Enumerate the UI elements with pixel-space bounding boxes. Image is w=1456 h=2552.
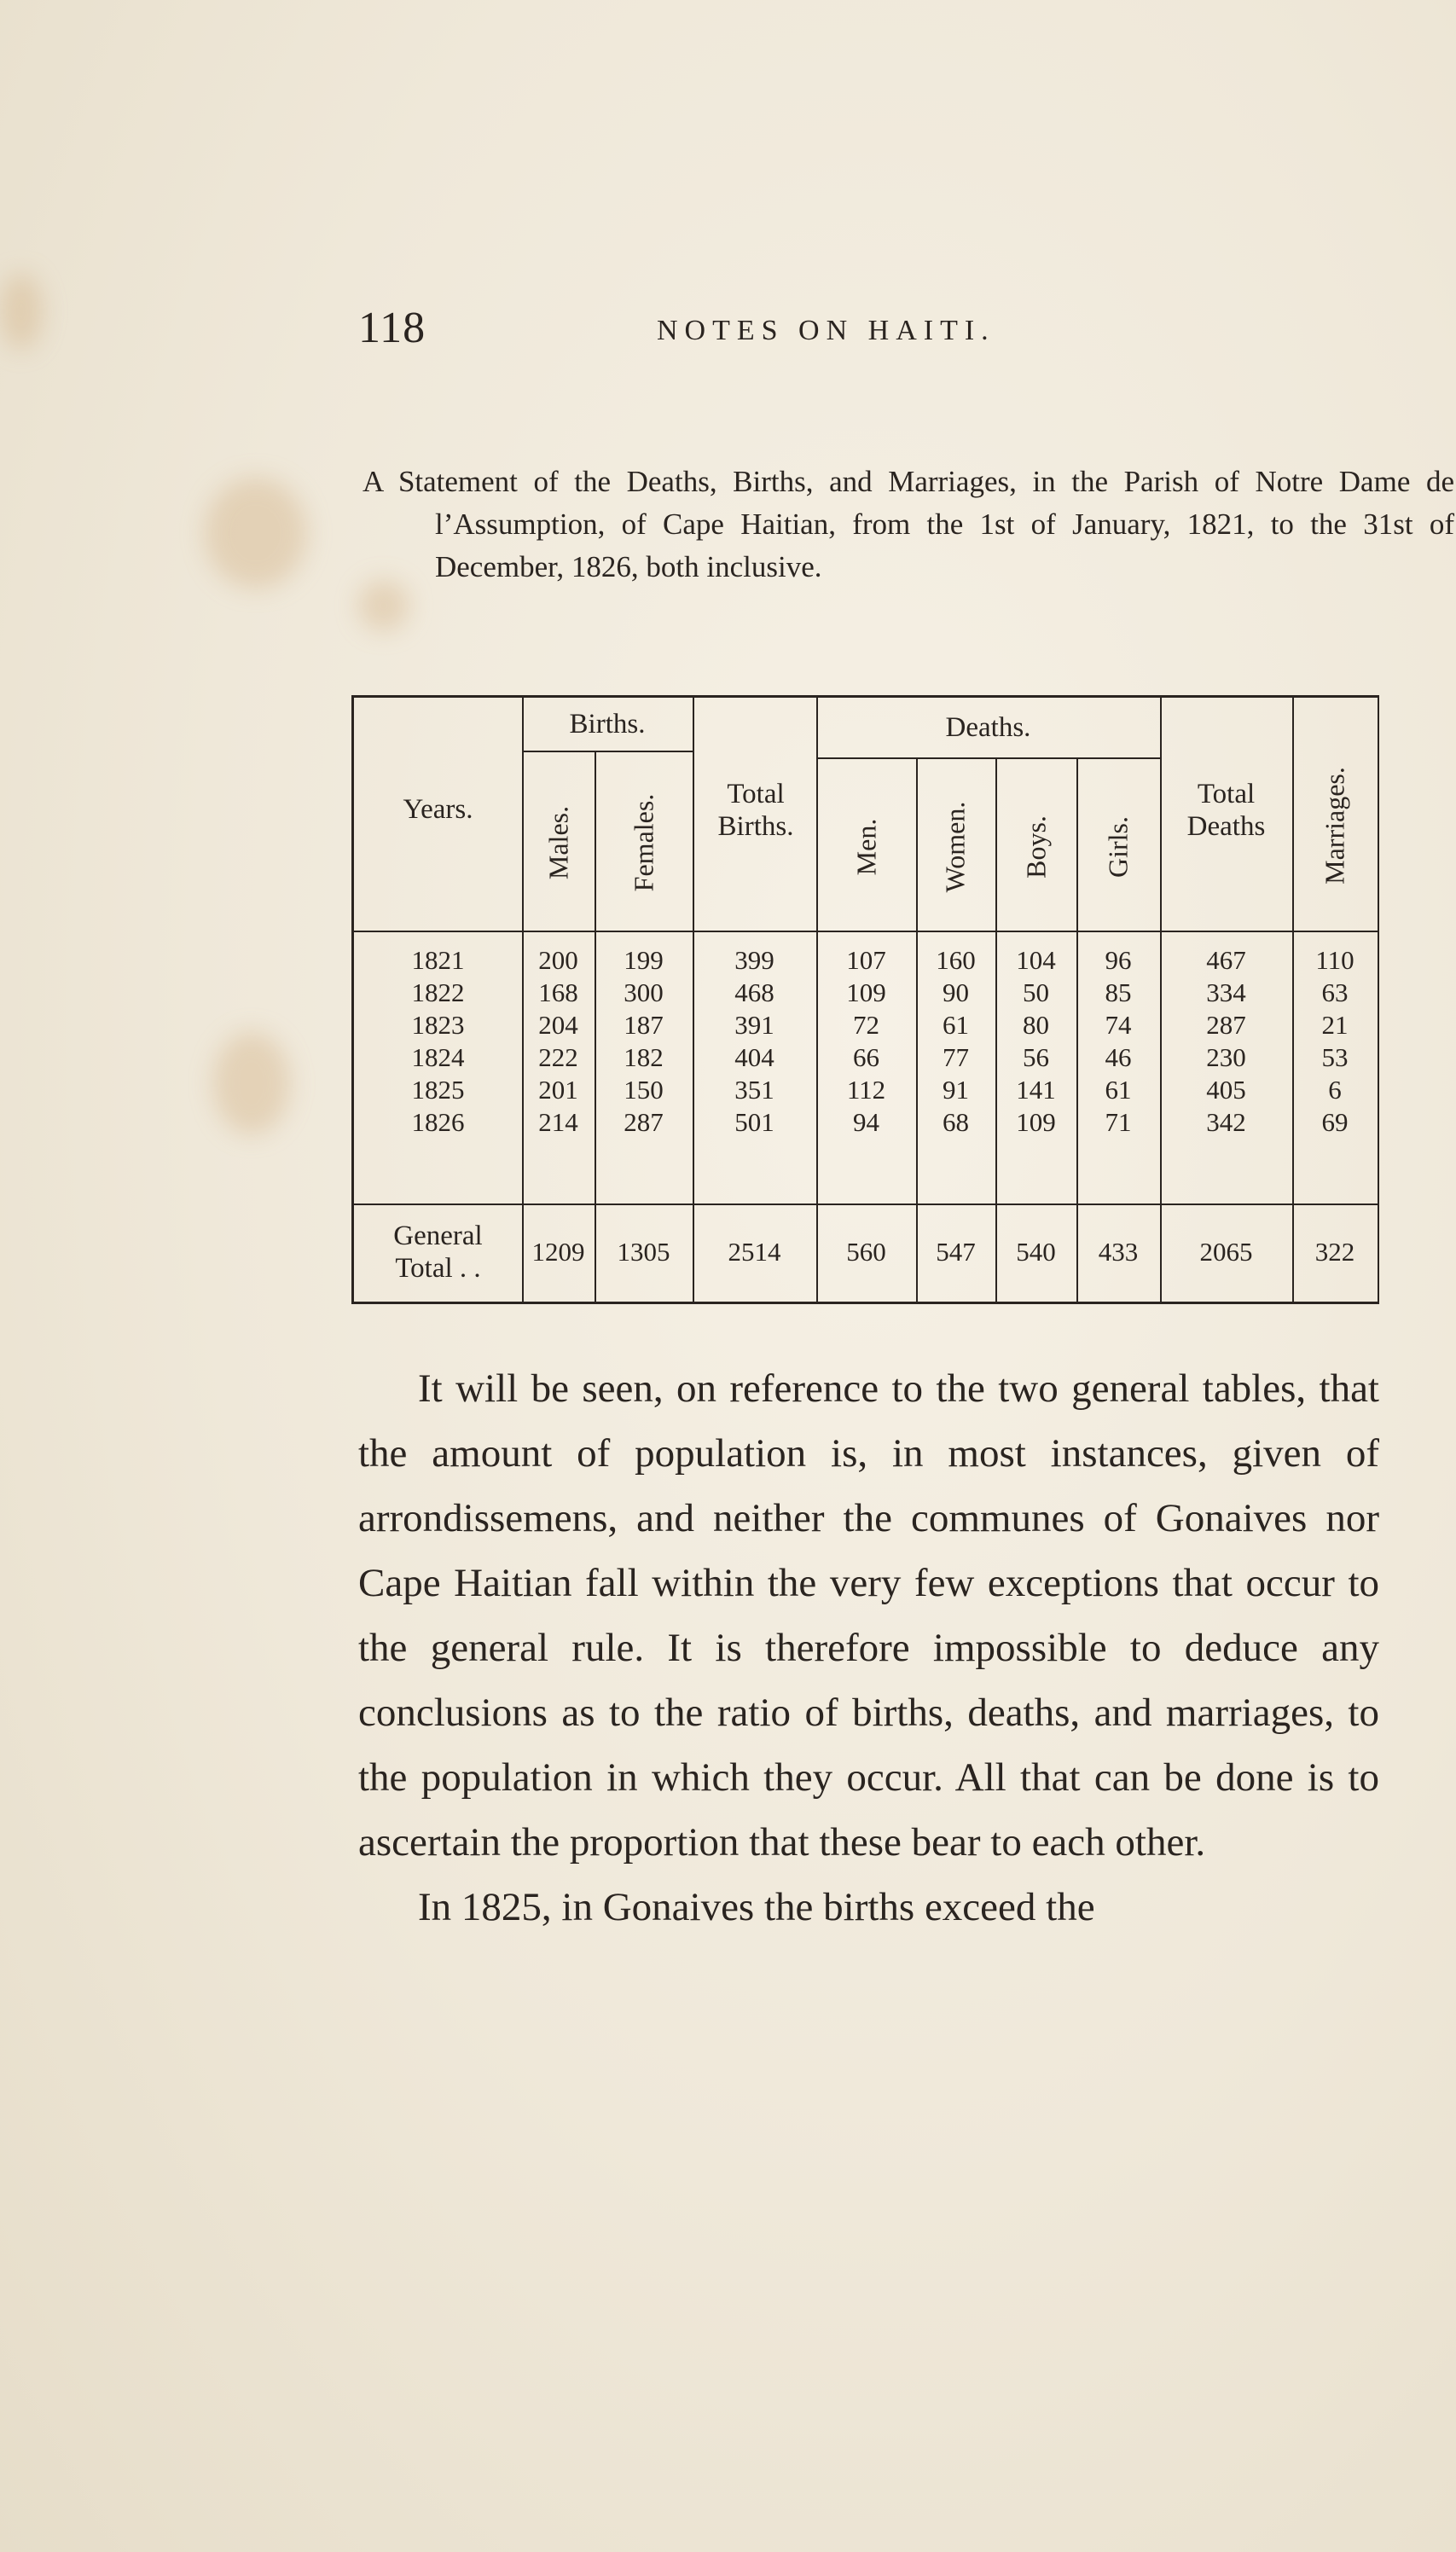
men-cell: 107 — [846, 945, 886, 975]
marriages-header: Marriages. — [1319, 767, 1350, 884]
girls-cell: 74 — [1105, 1010, 1132, 1040]
females-total: 1305 — [617, 1237, 670, 1267]
total-deaths-cell: 287 — [1206, 1010, 1246, 1040]
girls-total: 433 — [1098, 1237, 1139, 1267]
males-header: Males. — [542, 805, 574, 880]
girls-cell: 71 — [1105, 1107, 1132, 1137]
women-cell: 160 — [936, 945, 976, 975]
births-group-header: Births. — [569, 709, 646, 740]
total-deaths-cell: 334 — [1206, 977, 1246, 1007]
totals-rule — [354, 1204, 1378, 1205]
page-number: 118 — [358, 304, 426, 352]
males-total: 1209 — [531, 1237, 585, 1267]
total-births-header: Total Births. — [717, 779, 794, 842]
total-births-cell: 399 — [734, 945, 774, 975]
year-cell: 1822 — [411, 977, 465, 1007]
girls-cell: 85 — [1105, 977, 1132, 1007]
page-stain — [205, 478, 307, 589]
marriages-total: 322 — [1314, 1237, 1355, 1267]
males-cell: 168 — [538, 977, 578, 1007]
boys-total: 540 — [1016, 1237, 1056, 1267]
males-cell: 200 — [538, 945, 578, 975]
deaths-group-rule — [816, 757, 1160, 759]
men-cell: 94 — [853, 1107, 879, 1137]
year-cell: 1821 — [411, 945, 465, 975]
year-cell: 1823 — [411, 1010, 465, 1040]
births-group-rule — [522, 751, 693, 752]
total-births-cell: 404 — [734, 1042, 774, 1072]
total-label-line2: Total . . — [395, 1253, 481, 1284]
marriages-cell: 6 — [1328, 1075, 1342, 1105]
males-cell: 204 — [538, 1010, 578, 1040]
page-stain — [213, 1032, 290, 1134]
males-cell: 222 — [538, 1042, 578, 1072]
total-deaths-cell: 467 — [1206, 945, 1246, 975]
females-cell: 287 — [624, 1107, 664, 1137]
women-cell: 77 — [943, 1042, 969, 1072]
paragraph: It will be seen, on reference to the two general tables, that the amount of population is, in most instances, given of arrondissemens, and neither the communes of Gonaives nor Cape Haitian fall within the very few exceptions that occur to the general rule. It is therefore impossible to deduce any conclusions as to the ratio of births, deaths, and marriages, to the population in which they occur. All that can be done is to ascertain the proportion that these bear to each other. — [358, 1366, 1379, 1865]
total-births-total: 2514 — [728, 1237, 781, 1267]
boys-cell: 104 — [1016, 945, 1056, 975]
total-births-cell: 501 — [734, 1107, 774, 1137]
running-head: NOTES ON HAITI. — [657, 315, 995, 346]
boys-cell: 50 — [1023, 977, 1049, 1007]
males-cell: 201 — [538, 1075, 578, 1105]
females-cell: 150 — [624, 1075, 664, 1105]
girls-header: Girls. — [1102, 816, 1134, 878]
marriages-cell: 69 — [1321, 1107, 1349, 1137]
years-header: Years. — [403, 794, 473, 825]
marriages-cell: 21 — [1321, 1010, 1349, 1040]
total-deaths-header: Total Deaths — [1186, 779, 1266, 842]
total-births-cell: 468 — [734, 977, 774, 1007]
total-births-cell: 351 — [734, 1075, 774, 1105]
body-text — [358, 1356, 1379, 1940]
women-total: 547 — [936, 1237, 976, 1267]
boys-cell: 109 — [1016, 1107, 1056, 1137]
women-cell: 91 — [943, 1075, 969, 1105]
men-total: 560 — [846, 1237, 886, 1267]
year-cell: 1824 — [411, 1042, 465, 1072]
marriages-cell: 63 — [1321, 977, 1349, 1007]
men-cell: 72 — [853, 1010, 879, 1040]
females-cell: 182 — [624, 1042, 664, 1072]
boys-header: Boys. — [1020, 815, 1052, 879]
men-cell: 112 — [846, 1075, 886, 1105]
total-deaths-cell: 405 — [1206, 1075, 1246, 1105]
females-cell: 187 — [624, 1010, 664, 1040]
females-header: Females. — [628, 793, 659, 892]
girls-cell: 46 — [1105, 1042, 1132, 1072]
women-header: Women. — [939, 801, 971, 893]
boys-cell: 56 — [1023, 1042, 1049, 1072]
deaths-group-header: Deaths. — [945, 712, 1031, 743]
year-cell: 1826 — [411, 1107, 465, 1137]
statistics-table — [351, 695, 1379, 1304]
year-cell: 1825 — [411, 1075, 465, 1105]
marriages-cell: 110 — [1315, 945, 1354, 975]
total-deaths-total: 2065 — [1199, 1237, 1253, 1267]
total-label-line1: General — [393, 1221, 483, 1251]
girls-cell: 61 — [1105, 1075, 1132, 1105]
table-caption: A Statement of the Deaths, Births, and Marriages, in the Parish of Notre Dame de l’Assumption, of Cape Haitian, from the 1st of January, 1821, to the 31st of December, 1826, both inclusive. — [363, 465, 1454, 583]
boys-cell: 141 — [1016, 1075, 1056, 1105]
total-births-cell: 391 — [734, 1010, 774, 1040]
header-rule — [354, 931, 1378, 932]
total-deaths-cell: 230 — [1206, 1042, 1246, 1072]
women-cell: 90 — [943, 977, 969, 1007]
males-cell: 214 — [538, 1107, 578, 1137]
paragraph: In 1825, in Gonaives the births exceed the — [418, 1885, 1095, 1929]
total-deaths-cell: 342 — [1206, 1107, 1246, 1137]
women-cell: 61 — [943, 1010, 969, 1040]
page-header — [358, 303, 1382, 371]
men-cell: 109 — [846, 977, 886, 1007]
total-label — [354, 1220, 522, 1285]
men-header: Men. — [850, 818, 882, 876]
page-stain — [0, 273, 43, 350]
men-cell: 66 — [853, 1042, 879, 1072]
marriages-cell: 53 — [1321, 1042, 1349, 1072]
females-cell: 300 — [624, 977, 664, 1007]
girls-cell: 96 — [1105, 945, 1132, 975]
boys-cell: 80 — [1023, 1010, 1049, 1040]
women-cell: 68 — [943, 1107, 969, 1137]
females-cell: 199 — [624, 945, 664, 975]
